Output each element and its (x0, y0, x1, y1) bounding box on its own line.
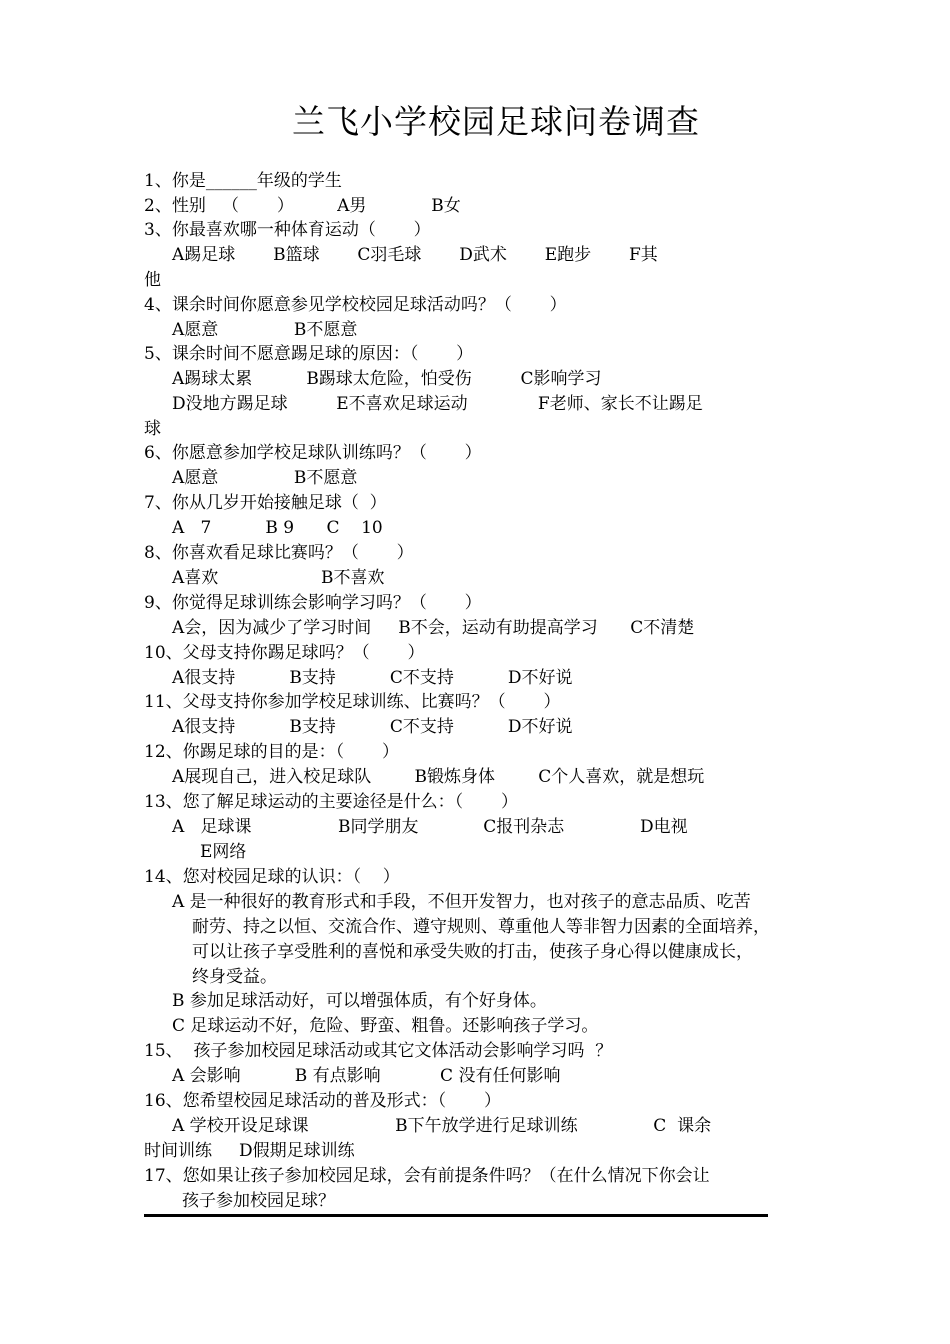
question-6: 6、你愿意参加学校足球队训练吗？（ ） (144, 443, 482, 463)
question-12: 12、你踢足球的目的是：（ ） (144, 742, 399, 762)
question-9-options: A会，因为减少了学习时间 B不会，运动有助提高学习 C不清楚 (172, 618, 695, 638)
question-5-options-wrap: 球 (144, 419, 161, 439)
question-17-wrap: 孩子参加校园足球？ (182, 1191, 335, 1211)
question-8-options: A喜欢 B不喜欢 (172, 568, 385, 588)
question-11: 11、父母支持你参加学校足球训练、比赛吗？（ ） (144, 692, 561, 712)
question-14-option-a-2: 耐劳、持之以恒、交流合作、遵守规则、尊重他人等非智力因素的全面培养， (192, 917, 770, 937)
question-17: 17、您如果让孩子参加校园足球，会有前提条件吗？（在什么情况下你会让 (144, 1166, 710, 1186)
question-4: 4、课余时间你愿意参见学校校园足球活动吗？（ ） (144, 295, 567, 315)
question-7: 7、你从几岁开始接触足球（ ） (144, 493, 387, 513)
question-8: 8、你喜欢看足球比赛吗？（ ） (144, 543, 414, 563)
question-12-options: A展现自己，进入校足球队 B锻炼身体 C个人喜欢，就是想玩 (172, 767, 705, 787)
question-14-option-c: C 足球运动不好，危险、野蛮、粗鲁。还影响孩子学习。 (172, 1016, 599, 1036)
question-13-options-wrap: E网络 (200, 842, 247, 862)
question-14-option-a-4: 终身受益。 (192, 967, 277, 987)
page-title: 兰飞小学校园足球问卷调查 (292, 102, 700, 141)
question-3: 3、你最喜欢哪一种体育运动（ ） (144, 220, 431, 240)
question-16: 16、您希望校园足球活动的普及形式：（ ） (144, 1091, 501, 1111)
question-14: 14、您对校园足球的认识：（ ） (144, 867, 400, 887)
question-10: 10、父母支持你踢足球吗？（ ） (144, 643, 425, 663)
question-5-options-b: D没地方踢足球 E不喜欢足球运动 F老师、家长不让踢足 (172, 394, 703, 414)
question-5-options-a: A踢球太累 B踢球太危险，怕受伤 C影响学习 (172, 369, 602, 389)
question-16-options: A 学校开设足球课 B下午放学进行足球训练 C 课余 (172, 1116, 712, 1136)
question-15: 15、 孩子参加校园足球活动或其它文体活动会影响学习吗 ？ (144, 1041, 613, 1061)
question-4-options: A愿意 B不愿意 (172, 320, 358, 340)
question-13-options: A 足球课 B同学朋友 C报刊杂志 D电视 (172, 817, 688, 837)
question-1: 1、你是______年级的学生 (144, 171, 342, 191)
question-14-option-a-1: A 是一种很好的教育形式和手段，不但开发智力，也对孩子的意志品质、吃苦 (172, 892, 751, 912)
question-7-options: A 7 B 9 C 10 (172, 518, 383, 538)
question-6-options: A愿意 B不愿意 (172, 468, 358, 488)
question-2: 2、性别 （ ） A男 B女 (144, 196, 461, 216)
question-13: 13、您了解足球运动的主要途径是什么：（ ） (144, 792, 518, 812)
question-9: 9、你觉得足球训练会影响学习吗？（ ） (144, 593, 482, 613)
question-14-option-b: B 参加足球活动好，可以增强体质，有个好身体。 (172, 991, 547, 1011)
question-10-options: A很支持 B支持 C不支持 D不好说 (172, 668, 573, 688)
question-3-options: A踢足球 B篮球 C羽毛球 D武术 E跑步 F其 (172, 245, 658, 265)
footer-rule (144, 1214, 768, 1217)
question-15-options: A 会影响 B 有点影响 C 没有任何影响 (172, 1066, 561, 1086)
question-16-options-wrap: 时间训练 D假期足球训练 (144, 1141, 355, 1161)
question-14-option-a-3: 可以让孩子享受胜利的喜悦和承受失败的打击，使孩子身心得以健康成长， (192, 942, 753, 962)
question-3-options-wrap: 他 (144, 270, 161, 290)
question-5: 5、课余时间不愿意踢足球的原因：（ ） (144, 344, 474, 364)
question-11-options: A很支持 B支持 C不支持 D不好说 (172, 717, 573, 737)
